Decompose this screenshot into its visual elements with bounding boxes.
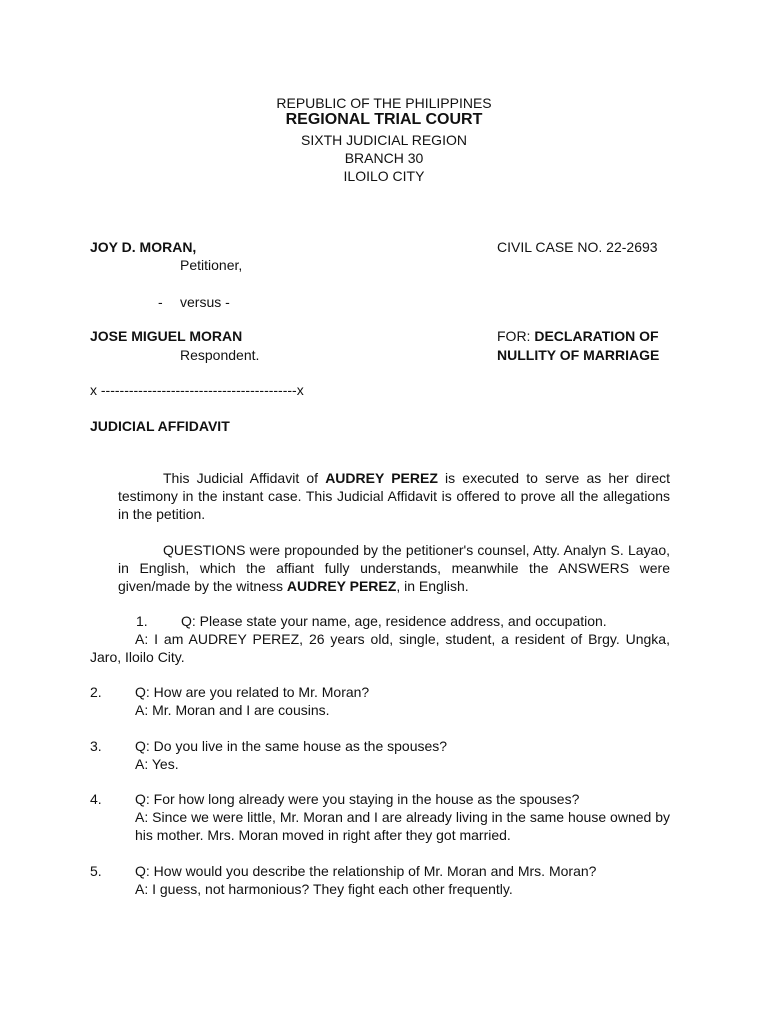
intro-paragraph-2 (118, 541, 670, 595)
qa-answer: A: Mr. Moran and I are cousins. (135, 702, 330, 718)
qa-answer: A: Since we were little, Mr. Moran and I are already living in the same house owned by his mother. Mrs. Moran moved in right after they got married. (135, 809, 670, 843)
qa-number: 4. (90, 791, 102, 807)
versus-dash: - (158, 294, 163, 310)
intro-paragraph-1 (118, 469, 670, 523)
qa-question: Q: How are you related to Mr. Moran? (135, 684, 370, 700)
intro-p1-text-a: This Judicial Affidavit of (163, 470, 326, 486)
intro-p1-text-b: is executed to serve as her direct testimony in the instant case. This Judicial Affidavit is offered to prove all the allegations in the petition. (118, 470, 670, 522)
qa-number: 5. (90, 863, 102, 879)
city-line: ILOILO CITY (343, 168, 425, 184)
qa-answer: A: I am AUDREY PEREZ, 26 years old, single, student, a resident of Brgy. Ungka, Jaro, Iloilo City. (90, 631, 670, 665)
case-subject-line1 (497, 327, 659, 345)
for-label: FOR: (497, 328, 531, 344)
republic-line: REPUBLIC OF THE PHILIPPINES (276, 95, 492, 111)
document-title: JUDICIAL AFFIDAVIT (90, 418, 230, 434)
petitioner-name: JOY D. MORAN, (90, 239, 197, 255)
intro-p2-text-b: , in English. (396, 578, 469, 594)
caption-separator: x ------------------------------------------x (90, 382, 304, 398)
qa-number: 1. (136, 613, 148, 629)
versus-label: versus - (180, 294, 230, 310)
case-number: CIVIL CASE NO. 22-2693 (497, 239, 658, 255)
judicial-region: SIXTH JUDICIAL REGION (301, 132, 467, 148)
branch-line: BRANCH 30 (344, 150, 424, 166)
respondent-name: JOSE MIGUEL MORAN (90, 328, 243, 344)
petitioner-role: Petitioner, (180, 257, 243, 273)
qa-question: Q: For how long already were you staying in the house as the spouses? (135, 791, 580, 807)
respondent-role: Respondent. (180, 347, 260, 363)
qa-answer: A: I guess, not harmonious? They fight each other frequently. (135, 881, 513, 897)
qa-question: Q: Do you live in the same house as the spouses? (135, 738, 448, 754)
witness-name: AUDREY PEREZ (286, 578, 397, 594)
qa-question: Q: How would you describe the relationship of Mr. Moran and Mrs. Moran? (135, 863, 597, 879)
case-subject-line2: NULLITY OF MARRIAGE (497, 347, 660, 363)
qa-number: 2. (90, 684, 102, 700)
qa-question: Q: Please state your name, age, residence address, and occupation. (181, 613, 607, 629)
qa-number: 3. (90, 738, 102, 754)
court-name: REGIONAL TRIAL COURT (285, 111, 483, 128)
qa-answer: A: Yes. (135, 756, 179, 772)
case-subject-title: DECLARATION OF (534, 328, 659, 344)
affiant-name: AUDREY PEREZ (325, 470, 438, 486)
intro-p2-text-a: QUESTIONS were propounded by the petitioner's counsel, Atty. Analyn S. Layao, in English, which the affiant fully understands, meanwhile the ANSWERS were given/made by the witness (118, 542, 670, 594)
